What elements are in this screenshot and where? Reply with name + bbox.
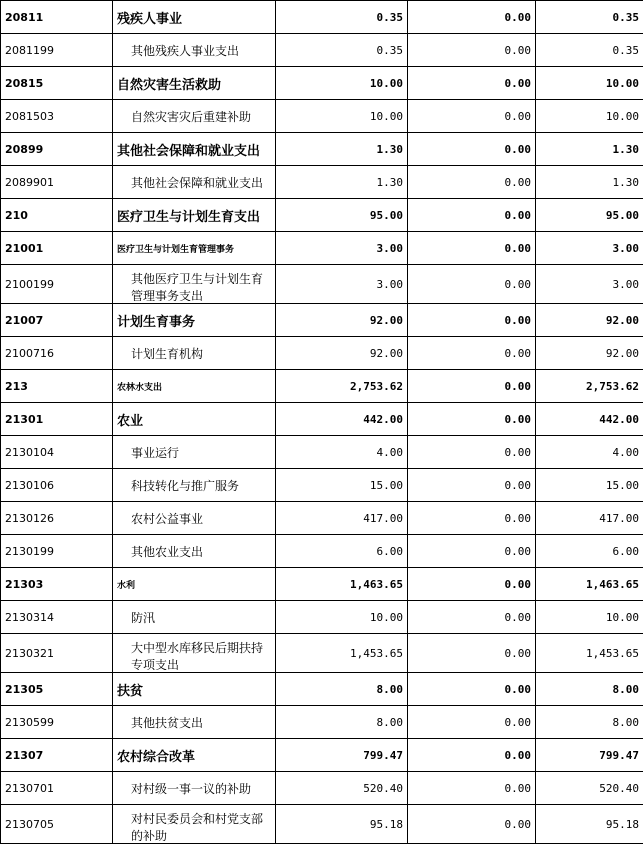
subject-name-cell: 对村级一事一议的补助	[113, 772, 276, 805]
table-row	[1, 34, 643, 67]
table-row	[1, 199, 643, 232]
amount-b-cell: 0.00	[408, 133, 536, 166]
amount-c-cell: 95.18	[536, 805, 643, 844]
subject-code-cell: 21305	[1, 673, 113, 706]
table-row	[1, 1, 643, 34]
subject-name-cell: 医疗卫生与计划生育支出	[113, 199, 276, 232]
amount-c-cell: 10.00	[536, 100, 643, 133]
amount-b-cell: 0.00	[408, 265, 536, 304]
amount-a-cell: 0.35	[276, 34, 408, 67]
subject-code-cell: 2130701	[1, 772, 113, 805]
table-row	[1, 337, 643, 370]
subject-code-cell: 20899	[1, 133, 113, 166]
table-row	[1, 805, 643, 844]
subject-name-cell: 事业运行	[113, 436, 276, 469]
budget-table-body	[1, 1, 643, 844]
table-row	[1, 133, 643, 166]
subject-name-cell: 其他农业支出	[113, 535, 276, 568]
table-row	[1, 100, 643, 133]
subject-code-cell: 2130199	[1, 535, 113, 568]
subject-code-cell: 2130106	[1, 469, 113, 502]
amount-c-cell: 1,453.65	[536, 634, 643, 673]
table-row	[1, 232, 643, 265]
amount-a-cell: 442.00	[276, 403, 408, 436]
subject-code-cell: 2100716	[1, 337, 113, 370]
amount-c-cell: 8.00	[536, 706, 643, 739]
subject-name-text: 大中型水库移民后期扶持专项支出	[131, 640, 271, 670]
subject-code-cell: 20815	[1, 67, 113, 100]
amount-b-cell: 0.00	[408, 337, 536, 370]
amount-a-cell: 0.35	[276, 1, 408, 34]
subject-name-cell	[113, 265, 276, 304]
amount-c-cell: 0.35	[536, 34, 643, 67]
table-row	[1, 772, 643, 805]
amount-c-cell: 92.00	[536, 304, 643, 337]
subject-name-cell	[113, 805, 276, 844]
amount-a-cell: 10.00	[276, 100, 408, 133]
subject-code-cell: 2130126	[1, 502, 113, 535]
subject-name-cell: 其他扶贫支出	[113, 706, 276, 739]
subject-name-text: 其他医疗卫生与计划生育管理事务支出	[131, 271, 271, 301]
amount-b-cell: 0.00	[408, 535, 536, 568]
table-row	[1, 436, 643, 469]
amount-c-cell: 10.00	[536, 601, 643, 634]
table-row	[1, 67, 643, 100]
table-row	[1, 166, 643, 199]
amount-b-cell: 0.00	[408, 403, 536, 436]
amount-a-cell: 1.30	[276, 133, 408, 166]
subject-code-cell: 2130104	[1, 436, 113, 469]
amount-b-cell: 0.00	[408, 199, 536, 232]
amount-b-cell: 0.00	[408, 772, 536, 805]
amount-c-cell: 0.35	[536, 1, 643, 34]
amount-c-cell: 1,463.65	[536, 568, 643, 601]
subject-name-cell: 计划生育事务	[113, 304, 276, 337]
amount-b-cell: 0.00	[408, 370, 536, 403]
subject-code-cell: 21303	[1, 568, 113, 601]
amount-b-cell: 0.00	[408, 1, 536, 34]
amount-a-cell: 3.00	[276, 232, 408, 265]
amount-a-cell: 1,453.65	[276, 634, 408, 673]
subject-name-cell: 自然灾害生活救助	[113, 67, 276, 100]
table-row	[1, 535, 643, 568]
subject-name-cell	[113, 634, 276, 673]
subject-code-cell: 2130599	[1, 706, 113, 739]
subject-name-cell: 计划生育机构	[113, 337, 276, 370]
amount-a-cell: 92.00	[276, 337, 408, 370]
amount-c-cell: 2,753.62	[536, 370, 643, 403]
amount-a-cell: 417.00	[276, 502, 408, 535]
amount-a-cell: 3.00	[276, 265, 408, 304]
subject-name-cell: 农业	[113, 403, 276, 436]
subject-code-cell: 213	[1, 370, 113, 403]
amount-a-cell: 2,753.62	[276, 370, 408, 403]
subject-code-cell: 2130321	[1, 634, 113, 673]
subject-name-cell: 其他残疾人事业支出	[113, 34, 276, 67]
amount-a-cell: 8.00	[276, 706, 408, 739]
subject-name-cell: 残疾人事业	[113, 1, 276, 34]
subject-code-cell: 21001	[1, 232, 113, 265]
table-row	[1, 370, 643, 403]
amount-c-cell: 1.30	[536, 133, 643, 166]
amount-b-cell: 0.00	[408, 739, 536, 772]
table-row	[1, 739, 643, 772]
amount-b-cell: 0.00	[408, 166, 536, 199]
amount-c-cell: 8.00	[536, 673, 643, 706]
amount-c-cell: 3.00	[536, 265, 643, 304]
subject-code-cell: 21307	[1, 739, 113, 772]
table-row	[1, 568, 643, 601]
amount-c-cell: 520.40	[536, 772, 643, 805]
subject-name-cell: 自然灾害灾后重建补助	[113, 100, 276, 133]
subject-name-text: 对村民委员会和村党支部的补助	[131, 811, 271, 841]
table-row	[1, 403, 643, 436]
amount-c-cell: 6.00	[536, 535, 643, 568]
subject-name-cell: 科技转化与推广服务	[113, 469, 276, 502]
subject-code-cell: 2089901	[1, 166, 113, 199]
subject-code-cell: 21007	[1, 304, 113, 337]
amount-a-cell: 10.00	[276, 601, 408, 634]
amount-a-cell: 1,463.65	[276, 568, 408, 601]
subject-code-cell: 2130314	[1, 601, 113, 634]
subject-name-cell: 水利	[113, 568, 276, 601]
amount-c-cell: 15.00	[536, 469, 643, 502]
amount-a-cell: 15.00	[276, 469, 408, 502]
table-row	[1, 502, 643, 535]
amount-b-cell: 0.00	[408, 100, 536, 133]
amount-a-cell: 92.00	[276, 304, 408, 337]
amount-b-cell: 0.00	[408, 634, 536, 673]
amount-b-cell: 0.00	[408, 502, 536, 535]
amount-c-cell: 92.00	[536, 337, 643, 370]
subject-name-cell: 医疗卫生与计划生育管理事务	[113, 232, 276, 265]
amount-b-cell: 0.00	[408, 304, 536, 337]
subject-code-cell: 20811	[1, 1, 113, 34]
amount-a-cell: 10.00	[276, 67, 408, 100]
subject-code-cell: 2130705	[1, 805, 113, 844]
table-row	[1, 706, 643, 739]
table-row	[1, 265, 643, 304]
amount-b-cell: 0.00	[408, 568, 536, 601]
amount-c-cell: 799.47	[536, 739, 643, 772]
amount-b-cell: 0.00	[408, 232, 536, 265]
amount-b-cell: 0.00	[408, 436, 536, 469]
amount-b-cell: 0.00	[408, 706, 536, 739]
subject-name-cell: 其他社会保障和就业支出	[113, 166, 276, 199]
amount-a-cell: 6.00	[276, 535, 408, 568]
subject-code-cell: 21301	[1, 403, 113, 436]
subject-code-cell: 2081199	[1, 34, 113, 67]
table-row	[1, 673, 643, 706]
amount-a-cell: 799.47	[276, 739, 408, 772]
subject-name-cell: 其他社会保障和就业支出	[113, 133, 276, 166]
subject-name-cell: 农村公益事业	[113, 502, 276, 535]
subject-name-cell: 农林水支出	[113, 370, 276, 403]
table-row	[1, 304, 643, 337]
amount-a-cell: 95.18	[276, 805, 408, 844]
table-row	[1, 601, 643, 634]
amount-c-cell: 417.00	[536, 502, 643, 535]
amount-b-cell: 0.00	[408, 805, 536, 844]
amount-b-cell: 0.00	[408, 673, 536, 706]
amount-c-cell: 1.30	[536, 166, 643, 199]
amount-c-cell: 3.00	[536, 232, 643, 265]
amount-b-cell: 0.00	[408, 469, 536, 502]
subject-code-cell: 2100199	[1, 265, 113, 304]
amount-a-cell: 1.30	[276, 166, 408, 199]
subject-name-cell: 扶贫	[113, 673, 276, 706]
subject-name-cell: 农村综合改革	[113, 739, 276, 772]
amount-c-cell: 10.00	[536, 67, 643, 100]
amount-b-cell: 0.00	[408, 34, 536, 67]
amount-b-cell: 0.00	[408, 67, 536, 100]
table-row	[1, 469, 643, 502]
amount-c-cell: 95.00	[536, 199, 643, 232]
amount-a-cell: 4.00	[276, 436, 408, 469]
amount-a-cell: 520.40	[276, 772, 408, 805]
amount-c-cell: 4.00	[536, 436, 643, 469]
amount-a-cell: 8.00	[276, 673, 408, 706]
amount-b-cell: 0.00	[408, 601, 536, 634]
table-row	[1, 634, 643, 673]
subject-code-cell: 2081503	[1, 100, 113, 133]
amount-c-cell: 442.00	[536, 403, 643, 436]
subject-code-cell: 210	[1, 199, 113, 232]
amount-a-cell: 95.00	[276, 199, 408, 232]
subject-name-cell: 防汛	[113, 601, 276, 634]
